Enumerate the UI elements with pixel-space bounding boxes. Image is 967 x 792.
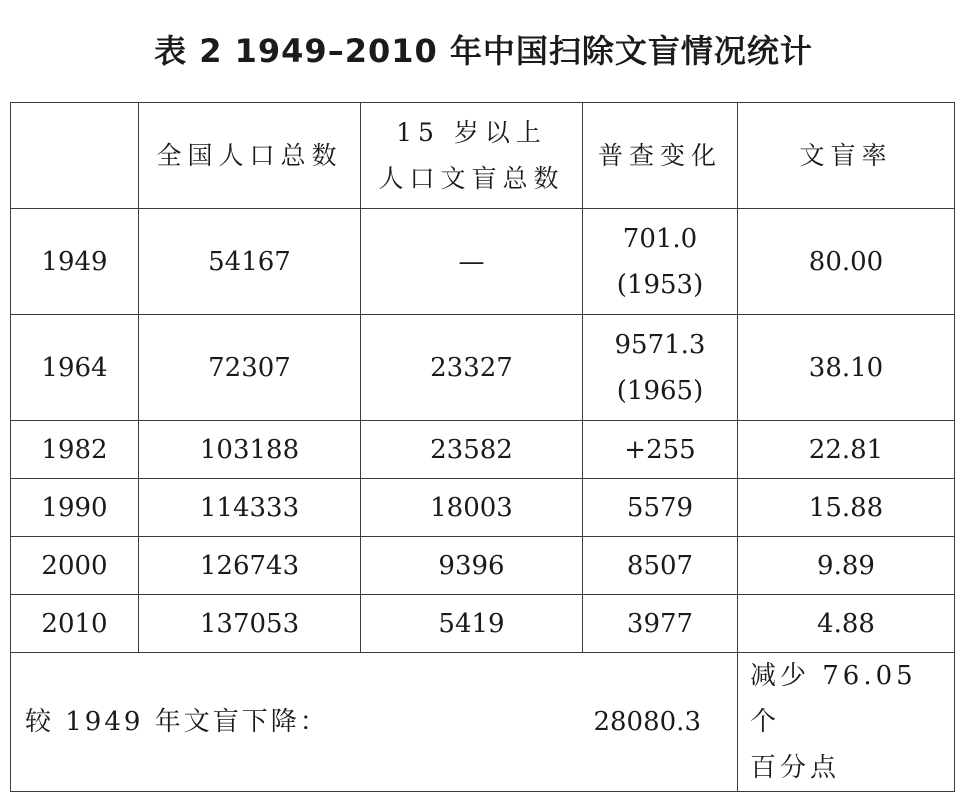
- cell-year: 2010: [11, 595, 139, 653]
- cell-year: 1982: [11, 421, 139, 479]
- cell-population: 114333: [139, 479, 361, 537]
- table-title: 表 2 1949–2010 年中国扫除文盲情况统计: [154, 32, 813, 70]
- cell-rate: 15.88: [738, 479, 955, 537]
- footer-row: [11, 653, 955, 792]
- table-row: [11, 537, 955, 595]
- cell-illiterate: 23582: [361, 421, 583, 479]
- cell-census-change-year: (1965): [616, 375, 704, 406]
- cell-population: 126743: [139, 537, 361, 595]
- cell-year: 1964: [11, 315, 139, 421]
- header-row: [11, 103, 955, 209]
- cell-census-change: 5579: [583, 479, 738, 537]
- table-row: [11, 421, 955, 479]
- cell-illiterate: 18003: [361, 479, 583, 537]
- header-illiterate-line2: 人口文盲总数: [378, 163, 565, 193]
- footer-note-line1: 减少 76.05 个: [750, 661, 917, 737]
- footer-value: 28080.3: [361, 653, 738, 792]
- header-year: [11, 103, 139, 209]
- cell-illiterate: 23327: [361, 315, 583, 421]
- header-population: 全国人口总数: [139, 103, 361, 209]
- cell-year: 2000: [11, 537, 139, 595]
- header-illiteracy-rate: 文盲率: [738, 103, 955, 209]
- cell-illiterate: 9396: [361, 537, 583, 595]
- cell-census-change: [583, 315, 738, 421]
- table-row: [11, 595, 955, 653]
- cell-year: 1949: [11, 209, 139, 315]
- table-row: [11, 479, 955, 537]
- cell-census-change: 3977: [583, 595, 738, 653]
- cell-population: 137053: [139, 595, 361, 653]
- cell-illiterate: —: [361, 209, 583, 315]
- cell-rate: 22.81: [738, 421, 955, 479]
- header-illiterate: [361, 103, 583, 209]
- cell-rate: 80.00: [738, 209, 955, 315]
- cell-illiterate: 5419: [361, 595, 583, 653]
- footer-note-line2: 百分点: [750, 753, 841, 783]
- cell-census-change-value: 701.0: [622, 223, 698, 254]
- cell-year: 1990: [11, 479, 139, 537]
- literacy-statistics-table: [10, 102, 955, 792]
- cell-population: 54167: [139, 209, 361, 315]
- cell-rate: 4.88: [738, 595, 955, 653]
- cell-rate: 9.89: [738, 537, 955, 595]
- cell-population: 103188: [139, 421, 361, 479]
- cell-census-change: [583, 209, 738, 315]
- footer-note: [738, 653, 955, 792]
- cell-census-change: 8507: [583, 537, 738, 595]
- table-row: [11, 315, 955, 421]
- header-census-change: 普查变化: [583, 103, 738, 209]
- cell-census-change-year: (1953): [616, 269, 704, 300]
- cell-rate: 38.10: [738, 315, 955, 421]
- cell-census-change-value: 9571.3: [614, 329, 706, 360]
- header-illiterate-line1: 15 岁以上: [396, 117, 547, 147]
- footer-label: 较 1949 年文盲下降：: [11, 653, 361, 792]
- cell-census-change: +255: [583, 421, 738, 479]
- cell-population: 72307: [139, 315, 361, 421]
- table-row: [11, 209, 955, 315]
